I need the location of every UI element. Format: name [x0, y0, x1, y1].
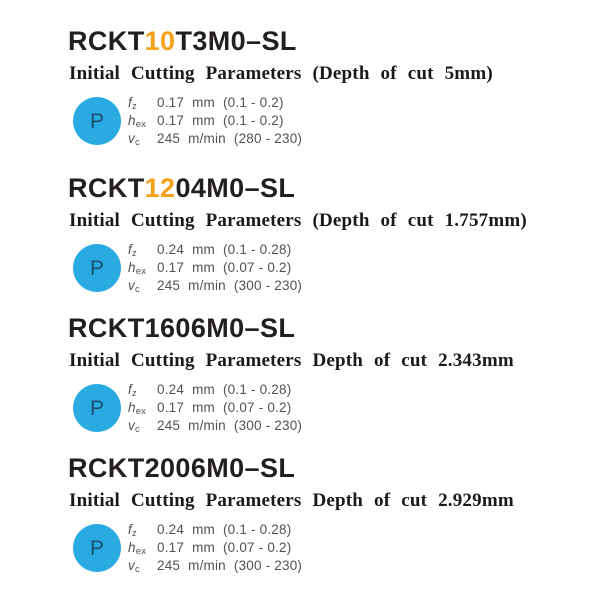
material-p-badge: [73, 244, 121, 292]
vc-range: (300 - 230): [233, 418, 303, 433]
param-hex: [128, 399, 302, 417]
params-row: [68, 521, 570, 575]
params-row: [68, 381, 570, 435]
vc-symbol: $v_c$: [128, 131, 140, 148]
model-size-highlight: 10: [144, 26, 176, 56]
model-prefix: RCKT2006M0–SL: [68, 453, 296, 483]
vc-unit: m/min: [188, 278, 226, 293]
param-vc: [128, 277, 302, 295]
vc-unit: m/min: [188, 418, 226, 433]
fz-range: (0.1 - 0.28): [222, 382, 292, 397]
material-letter: P: [89, 536, 104, 560]
vc-range: (300 - 230): [233, 558, 303, 573]
hex-symbol: $h_{ex}$: [128, 260, 147, 277]
model-prefix: RCKT: [68, 26, 145, 56]
params-row: [68, 241, 570, 295]
vc-symbol: $v_c$: [128, 418, 140, 435]
fz-range: (0.1 - 0.28): [222, 242, 292, 257]
hex-unit: mm: [192, 400, 215, 415]
vc-value: 245: [157, 558, 181, 573]
fz-symbol: $f_z$: [128, 522, 137, 539]
vc-unit: m/min: [188, 558, 226, 573]
model-suffix: 04M0–SL: [175, 173, 296, 203]
param-fz: [128, 521, 302, 539]
params-list: [128, 94, 302, 148]
model-size-highlight: 12: [144, 173, 176, 203]
params-list: [128, 381, 302, 435]
tool-model-title: [68, 314, 570, 342]
hex-value: 0.17: [157, 260, 185, 275]
tool-model-title: [68, 174, 570, 202]
tool-section-rckt10t3: [68, 27, 570, 148]
hex-unit: mm: [192, 540, 215, 555]
fz-value: 0.24: [157, 382, 185, 397]
vc-symbol: $v_c$: [128, 558, 140, 575]
hex-value: 0.17: [157, 113, 185, 128]
tool-section-rckt2006: [68, 454, 570, 575]
hex-value: 0.17: [157, 540, 185, 555]
hex-symbol: $h_{ex}$: [128, 400, 147, 417]
hex-symbol: $h_{ex}$: [128, 113, 147, 130]
param-vc: [128, 417, 302, 435]
fz-value: 0.24: [157, 242, 185, 257]
hex-value: 0.17: [157, 400, 185, 415]
param-hex: [128, 539, 302, 557]
fz-range: (0.1 - 0.28): [222, 522, 292, 537]
hex-unit: mm: [192, 113, 215, 128]
model-prefix: RCKT: [68, 173, 145, 203]
vc-value: 245: [157, 418, 181, 433]
vc-value: 245: [157, 131, 181, 146]
tool-model-title: [68, 27, 570, 55]
params-row: [68, 94, 570, 148]
tool-section-rckt1606: [68, 314, 570, 435]
fz-symbol: $f_z$: [128, 95, 137, 112]
vc-value: 245: [157, 278, 181, 293]
hex-unit: mm: [192, 260, 215, 275]
tool-section-rckt1204: [68, 174, 570, 295]
param-fz: [128, 241, 302, 259]
hex-range: (0.07 - 0.2): [222, 400, 292, 415]
model-suffix: T3M0–SL: [175, 26, 297, 56]
material-letter: P: [89, 256, 104, 280]
model-prefix: RCKT1606M0–SL: [68, 313, 296, 343]
material-letter: P: [89, 109, 104, 133]
material-p-badge: [73, 384, 121, 432]
param-hex: [128, 112, 302, 130]
fz-unit: mm: [192, 242, 215, 257]
material-p-badge: [73, 524, 121, 572]
fz-unit: mm: [192, 382, 215, 397]
material-p-badge: [73, 97, 121, 145]
cutting-params-heading: Initial Cutting Parameters Depth of cut 2.343mm: [69, 350, 514, 371]
hex-range: (0.07 - 0.2): [222, 540, 292, 555]
cutting-params-heading: Initial Cutting Parameters (Depth of cut 1.757mm): [69, 210, 527, 231]
hex-range: (0.1 - 0.2): [222, 113, 284, 128]
vc-symbol: $v_c$: [128, 278, 140, 295]
material-letter: P: [89, 396, 104, 420]
fz-value: 0.17: [157, 95, 185, 110]
param-vc: [128, 130, 302, 148]
fz-value: 0.24: [157, 522, 185, 537]
param-fz: [128, 381, 302, 399]
fz-unit: mm: [192, 522, 215, 537]
fz-symbol: $f_z$: [128, 382, 137, 399]
cutting-params-heading: Initial Cutting Parameters (Depth of cut 5mm): [69, 63, 493, 84]
params-list: [128, 241, 302, 295]
tool-model-title: [68, 454, 570, 482]
fz-range: (0.1 - 0.2): [222, 95, 284, 110]
vc-range: (280 - 230): [233, 131, 303, 146]
fz-symbol: $f_z$: [128, 242, 137, 259]
hex-range: (0.07 - 0.2): [222, 260, 292, 275]
param-fz: [128, 94, 302, 112]
cutting-params-heading: Initial Cutting Parameters Depth of cut 2.929mm: [69, 490, 514, 511]
vc-unit: m/min: [188, 131, 226, 146]
hex-symbol: $h_{ex}$: [128, 540, 147, 557]
params-list: [128, 521, 302, 575]
vc-range: (300 - 230): [233, 278, 303, 293]
param-vc: [128, 557, 302, 575]
param-hex: [128, 259, 302, 277]
fz-unit: mm: [192, 95, 215, 110]
